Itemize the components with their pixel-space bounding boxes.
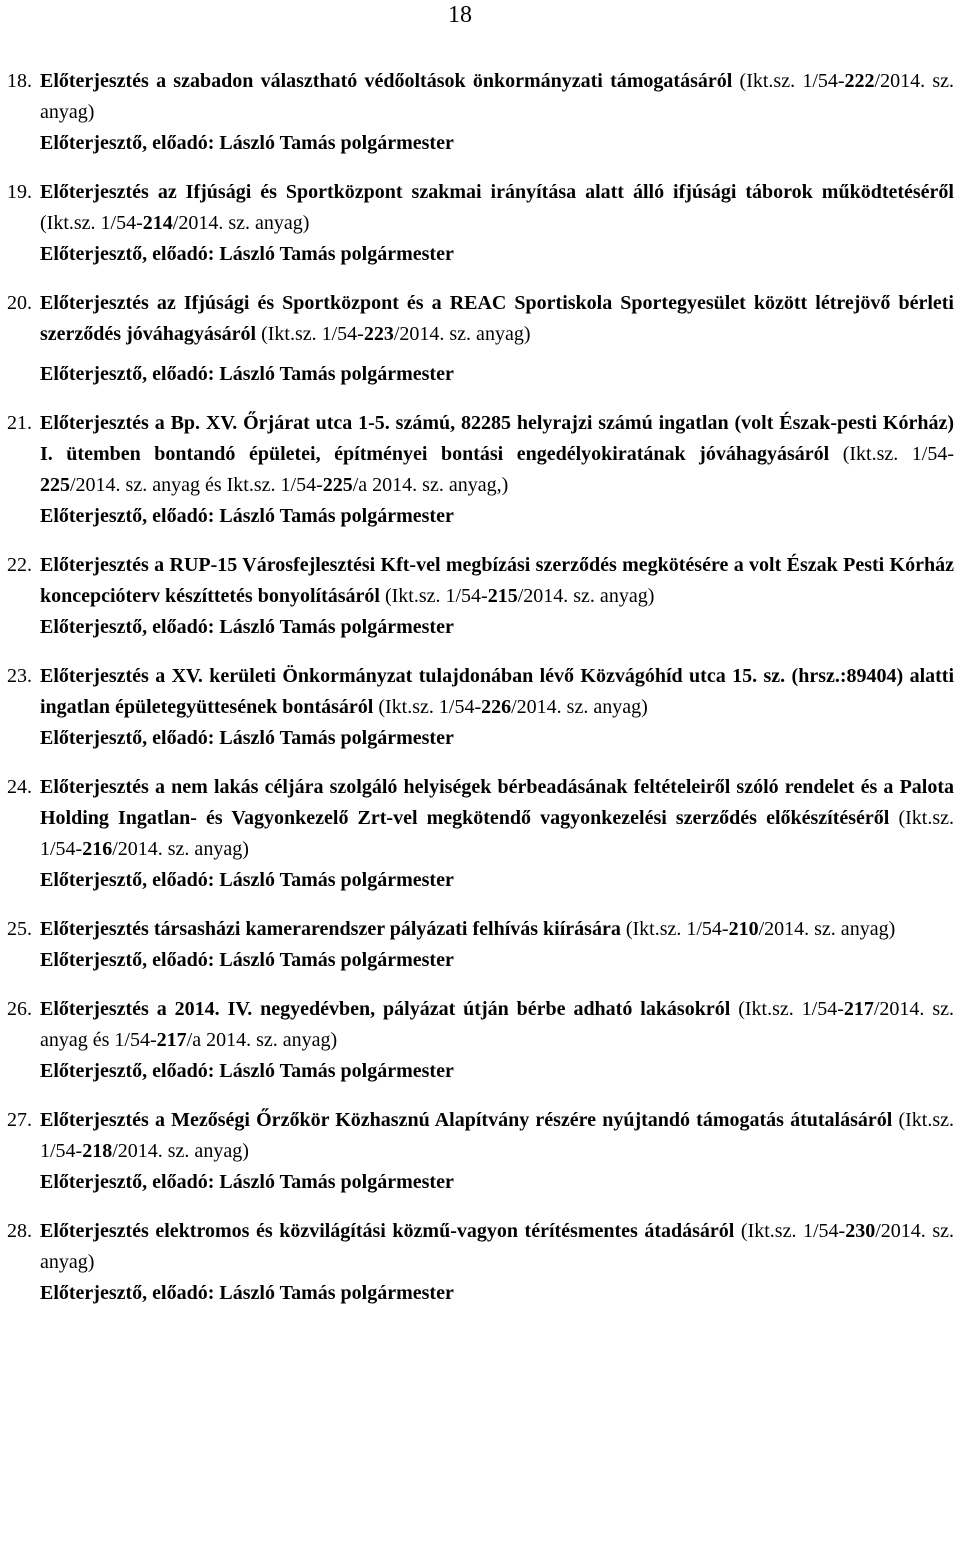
item-title-reference: (Ikt.sz. 1/54- (730, 998, 844, 1020)
item-title-bold: Előterjesztés az Ifjúsági és Sportközpont és a REAC Sportiskola Sportegyesület között létrejövő bérleti szerződés jóváhagyásáról (40, 292, 954, 345)
item-number: 28. (7, 1220, 32, 1242)
item-title (40, 66, 954, 128)
item-title-bold: 216 (82, 838, 113, 860)
item-title-reference: /2014. sz. anyag) (112, 838, 249, 860)
item-title-bold: 217 (156, 1029, 187, 1051)
agenda-list (0, 66, 960, 1327)
item-title-reference: /a 2014. sz. anyag) (186, 1029, 338, 1051)
item-title-reference: /2014. sz. anyag és Ikt.sz. 1/54- (70, 474, 323, 496)
item-title-reference: /2014. sz. anyag) (517, 585, 655, 607)
item-title-bold: 210 (728, 918, 759, 940)
presenter-line: Előterjesztő, előadó: László Tamás polgármester (40, 1060, 454, 1082)
item-title-bold: Előterjesztés társasházi kamerarendszer pályázati felhívás kiírására (40, 918, 621, 940)
agenda-item (0, 1105, 960, 1198)
item-number: 20. (7, 292, 32, 314)
item-title-bold: 222 (844, 70, 875, 92)
item-title (40, 661, 954, 723)
item-number: 22. (7, 554, 32, 576)
presenter-line: Előterjesztő, előadó: László Tamás polgármester (40, 243, 454, 265)
item-title-reference: /2014. sz. anyag) (511, 696, 648, 718)
agenda-item (0, 177, 960, 270)
item-title (40, 177, 954, 239)
agenda-item (0, 661, 960, 754)
item-title (40, 914, 954, 945)
item-title (40, 1105, 954, 1167)
item-title-reference: /2014. sz. anyag) (40, 1220, 954, 1273)
item-title-reference: (Ikt.sz. 1/54- (620, 918, 729, 940)
item-title-bold: 223 (363, 323, 394, 345)
item-number: 26. (7, 998, 32, 1020)
agenda-item (0, 914, 960, 976)
item-title-bold: Előterjesztés a szabadon választható védőoltások önkormányzati támogatásáról (40, 70, 733, 92)
item-title-bold: 226 (481, 696, 512, 718)
item-title-reference: (Ikt.sz. 1/54- (373, 696, 482, 718)
presenter-line: Előterjesztő, előadó: László Tamás polgármester (40, 1282, 454, 1304)
presenter-line: Előterjesztő, előadó: László Tamás polgármester (40, 1171, 454, 1193)
presenter-line: Előterjesztő, előadó: László Tamás polgármester (40, 949, 454, 971)
item-title-reference: /2014. sz. anyag) (393, 323, 531, 345)
page-number: 18 (448, 2, 472, 28)
item-title-reference: /2014. sz. anyag) (758, 918, 896, 940)
item-title-bold: Előterjesztés a Bp. XV. Őrjárat utca 1-5. számú, 82285 helyrajzi számú ingatlan (volt Észak-pesti Kórház) I. ütemben bontandó épületei, építményei bontási engedélyokiratának jóváhagyásáról (40, 412, 954, 465)
item-title (40, 994, 954, 1056)
item-number: 19. (7, 181, 32, 203)
item-title-bold: 214 (142, 212, 173, 234)
item-title-bold: Előterjesztés a 2014. IV. negyedévben, pályázat útján bérbe adható lakásokról (40, 998, 731, 1020)
item-title-bold: Előterjesztés a RUP-15 Városfejlesztési Kft-vel megbízási szerződés megkötésére a volt Észak Pesti Kórház koncepcióterv készíttetés bonyolításáról (40, 554, 954, 607)
item-number: 27. (7, 1109, 32, 1131)
item-title-reference: /2014. sz. anyag) (40, 70, 955, 123)
item-title-reference: /2014. sz. anyag) (172, 212, 310, 234)
item-number: 24. (7, 776, 32, 798)
item-title-bold: Előterjesztés a Mezőségi Őrzőkör Közhasznú Alapítvány részére nyújtandó támogatás átutalásáról (40, 1109, 893, 1131)
item-number: 23. (7, 665, 32, 687)
presenter-line: Előterjesztő, előadó: László Tamás polgármester (40, 727, 454, 749)
item-title-reference: (Ikt.sz. 1/54- (732, 70, 845, 92)
item-title (40, 408, 954, 501)
item-title-bold: 225 (40, 474, 70, 496)
item-title-bold: 215 (487, 585, 518, 607)
item-title (40, 288, 954, 350)
item-number: 18. (7, 70, 32, 92)
agenda-item (0, 408, 960, 532)
item-title-reference: (Ikt.sz. 1/54- (256, 323, 364, 345)
presenter-line: Előterjesztő, előadó: László Tamás polgármester (40, 132, 454, 154)
agenda-item (0, 994, 960, 1087)
agenda-item (0, 66, 960, 159)
item-title-bold: Előterjesztés a nem lakás céljára szolgáló helyiségek bérbeadásának feltételeiről szóló rendelet és a Palota Holding Ingatlan- és Vagyonkezelő Zrt-vel megkötendő vagyonkezelési szerződés előkészítéséről (40, 776, 954, 829)
presenter-line: Előterjesztő, előadó: László Tamás polgármester (40, 869, 454, 891)
item-title-reference: /2014. sz. anyag és 1/54- (40, 998, 955, 1051)
item-title-bold: 217 (843, 998, 874, 1020)
item-title-bold: Előterjesztés elektromos és közvilágítási közmű-vagyon térítésmentes átadásáról (40, 1220, 735, 1242)
item-title-bold: 218 (82, 1140, 113, 1162)
item-title-reference: (Ikt.sz. 1/54- (40, 212, 143, 234)
item-title-bold: Előterjesztés az Ifjúsági és Sportközpont szakmai irányítása alatt álló ifjúsági táborok működtetéséről (40, 181, 954, 203)
presenter-line: Előterjesztő, előadó: László Tamás polgármester (40, 616, 454, 638)
item-title-bold: Előterjesztés a XV. kerületi Önkormányzat tulajdonában lévő Közvágóhíd utca 15. sz. (hrsz.:89404) alatti ingatlan épületegyüttesének bontásáról (40, 665, 954, 718)
item-title-reference: /a 2014. sz. anyag,) (352, 474, 509, 496)
item-title-reference: (Ikt.sz. 1/54- (379, 585, 488, 607)
item-number: 25. (7, 918, 32, 940)
presenter-line: Előterjesztő, előadó: László Tamás polgármester (40, 505, 454, 527)
agenda-item (0, 1216, 960, 1309)
item-title (40, 550, 954, 612)
item-number: 21. (7, 412, 32, 434)
agenda-item (0, 288, 960, 390)
item-title-bold: 230 (845, 1220, 876, 1242)
presenter-line: Előterjesztő, előadó: László Tamás polgármester (40, 363, 454, 385)
item-title-reference: (Ikt.sz. 1/54- (40, 1109, 954, 1162)
item-title-reference: (Ikt.sz. 1/54- (829, 443, 954, 465)
agenda-item (0, 772, 960, 896)
item-title-reference: (Ikt.sz. 1/54- (40, 807, 954, 860)
agenda-item (0, 550, 960, 643)
item-title-reference: (Ikt.sz. 1/54- (734, 1220, 846, 1242)
item-title-bold: 225 (322, 474, 353, 496)
item-title-reference: /2014. sz. anyag) (112, 1140, 249, 1162)
item-title (40, 772, 954, 865)
item-title (40, 1216, 954, 1278)
